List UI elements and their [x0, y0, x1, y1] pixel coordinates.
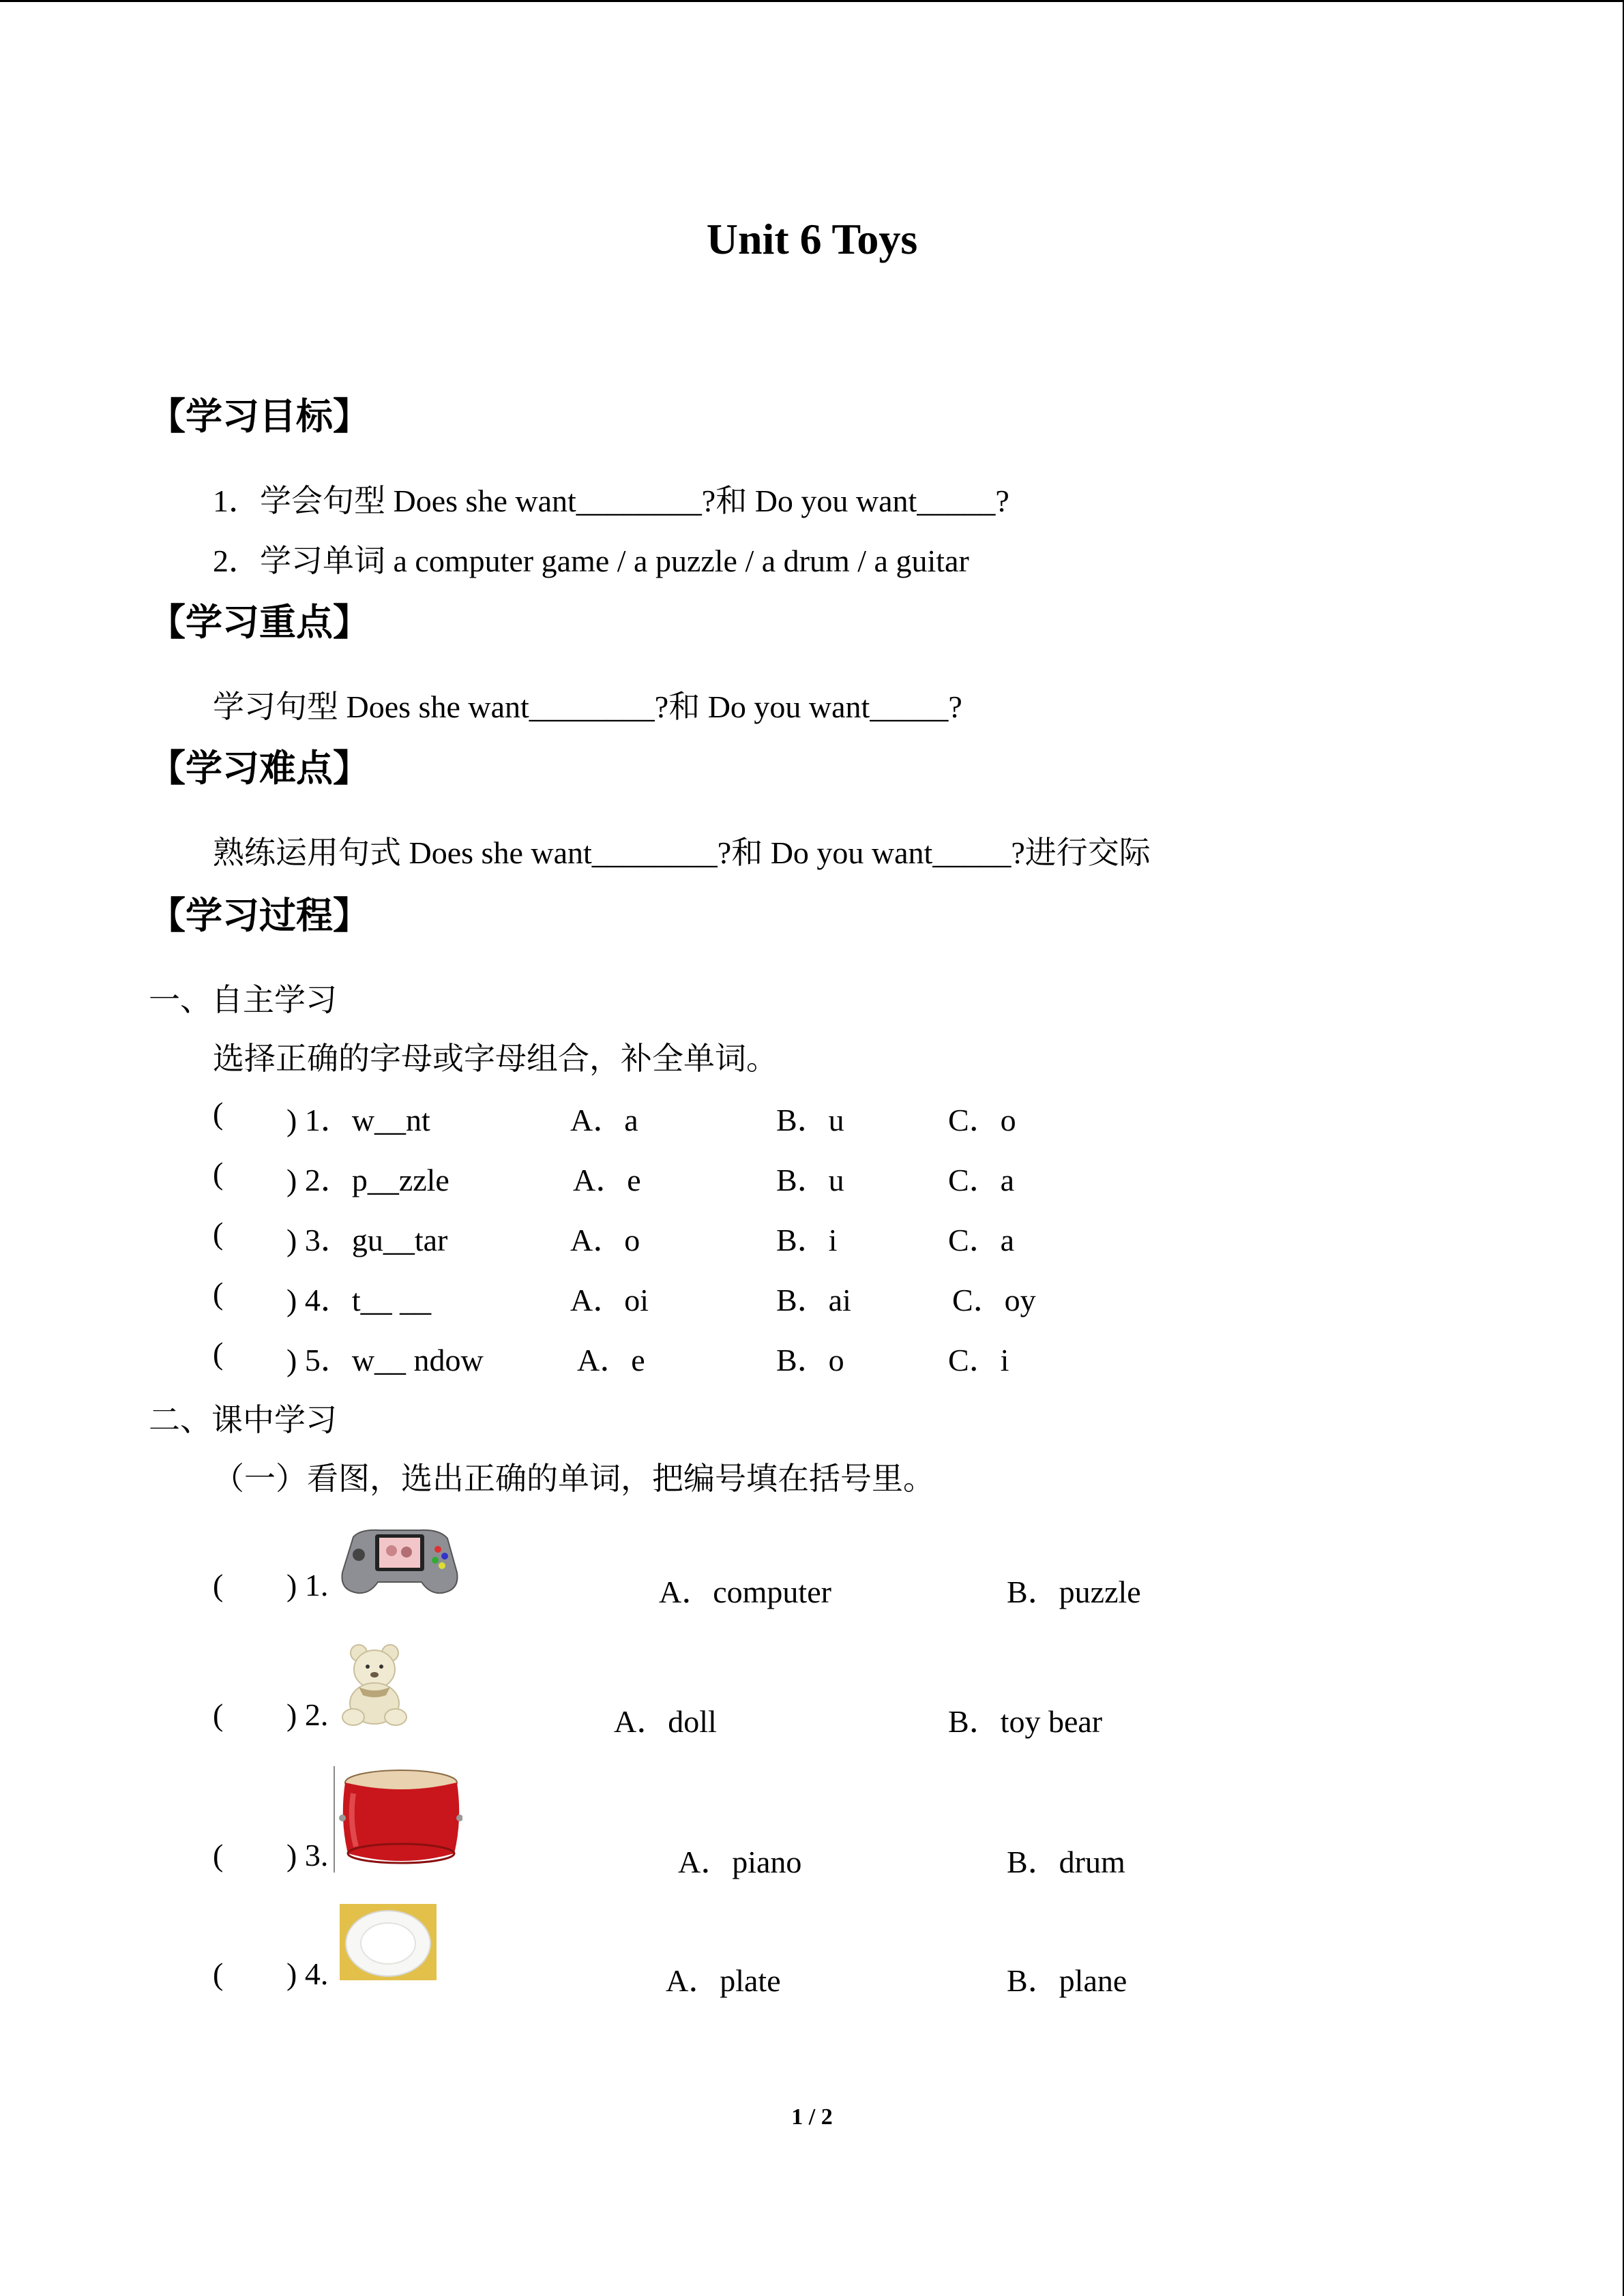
option-b: B．u — [776, 1163, 844, 1197]
option-b: B．drum — [1007, 1845, 1125, 1879]
option-b: B．o — [776, 1343, 844, 1377]
question-text: ) 4．t__ __ — [286, 1283, 432, 1317]
option-a: A．e — [577, 1343, 645, 1377]
option-b: B．ai — [776, 1283, 851, 1317]
question-text: ) 5．w__ ndow — [286, 1343, 484, 1377]
answer-bracket-open[interactable]: ( — [213, 1216, 224, 1251]
option-c: C．a — [948, 1223, 1015, 1257]
answer-bracket-open[interactable]: ( — [213, 1096, 224, 1131]
question-text: ) 3．gu__tar — [286, 1223, 448, 1257]
difficulty-text: 熟练运用句式 Does she want________?和 Do you want_____?进行交际 — [213, 835, 1151, 870]
option-a: A．doll — [614, 1704, 717, 1739]
page-top-border — [0, 0, 1624, 2]
option-b: B．puzzle — [1007, 1575, 1141, 1609]
question-number: ) 4. — [286, 1956, 329, 1991]
question-text: ) 2．p__zzle — [286, 1163, 449, 1197]
option-a: A．computer — [659, 1575, 831, 1609]
question-text: ) 1．w__nt — [286, 1103, 430, 1137]
answer-bracket-open[interactable]: ( — [213, 1697, 224, 1732]
option-a: A．e — [573, 1163, 641, 1197]
goal-item-2: 2．学习单词 a computer game / a puzzle / a drum / a guitar — [213, 543, 969, 578]
answer-bracket-open[interactable]: ( — [213, 1336, 224, 1371]
question-number: ) 2. — [286, 1697, 329, 1732]
part2-heading: 二、课中学习 — [149, 1403, 337, 1437]
answer-bracket-open[interactable]: ( — [213, 1156, 224, 1191]
key-text: 学习句型 Does she want________?和 Do you want_____? — [213, 689, 962, 724]
game-console-icon — [340, 1525, 460, 1596]
option-a: A．oi — [570, 1283, 649, 1317]
option-c: C．a — [948, 1163, 1015, 1197]
goal-item-1: 1．学会句型 Does she want________?和 Do you want_____? — [213, 483, 1009, 518]
answer-bracket-open[interactable]: ( — [213, 1838, 224, 1873]
page-number: 1 / 2 — [791, 2104, 833, 2130]
difficulty-heading: 【学习难点】 — [149, 747, 370, 790]
goals-heading: 【学习目标】 — [149, 395, 370, 438]
option-a: A．plate — [666, 1963, 781, 1998]
part1-instruction: 选择正确的字母或字母组合，补全单词。 — [213, 1041, 778, 1076]
option-c: C．oy — [952, 1283, 1036, 1317]
plate-icon — [340, 1904, 437, 1980]
question-number: ) 3. — [286, 1838, 329, 1873]
page-title: Unit 6 Toys — [706, 215, 918, 263]
option-c: C．o — [948, 1103, 1016, 1137]
option-b: B．plane — [1007, 1963, 1127, 1998]
option-b: B．u — [776, 1103, 844, 1137]
option-a: A．o — [570, 1223, 640, 1257]
option-a: A．a — [570, 1103, 638, 1137]
option-b: B．i — [776, 1223, 838, 1257]
key-heading: 【学习重点】 — [149, 601, 370, 644]
process-heading: 【学习过程】 — [149, 894, 370, 937]
answer-bracket-open[interactable]: ( — [213, 1956, 224, 1991]
answer-bracket-open[interactable]: ( — [213, 1276, 224, 1311]
option-b: B．toy bear — [948, 1704, 1103, 1739]
option-a: A．piano — [678, 1845, 802, 1879]
drum-icon — [333, 1766, 462, 1873]
question-number: ) 1. — [286, 1568, 329, 1602]
part2-instruction: （一）看图，选出正确的单词，把编号填在括号里。 — [213, 1461, 934, 1496]
option-c: C．i — [948, 1343, 1009, 1377]
teddy-bear-icon — [338, 1643, 411, 1727]
answer-bracket-open[interactable]: ( — [213, 1568, 224, 1602]
part1-heading: 一、自主学习 — [149, 983, 337, 1017]
